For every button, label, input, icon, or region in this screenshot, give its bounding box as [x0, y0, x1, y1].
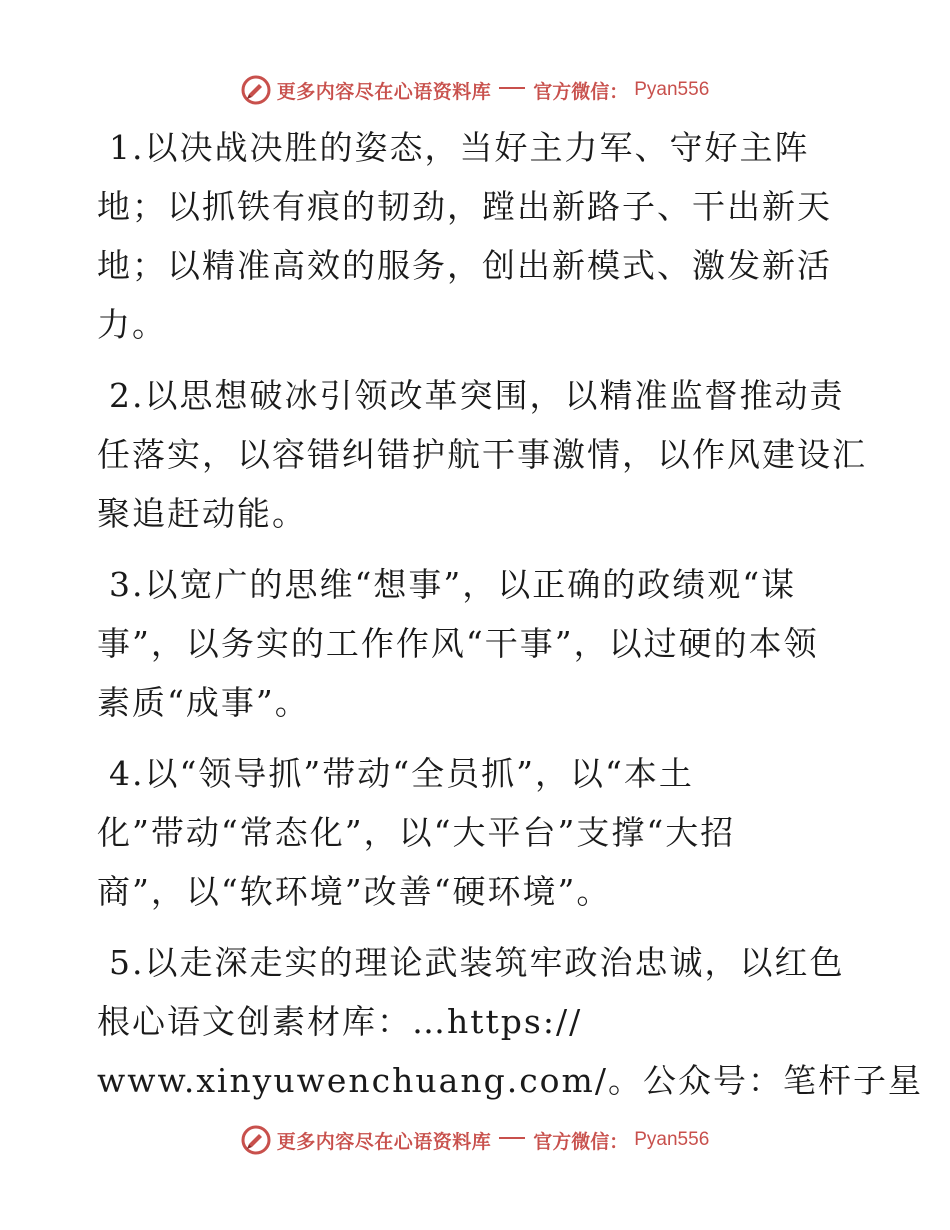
text-line: www.xinyuwenchuang.com/。公众号：笔杆子星	[97, 1061, 923, 1100]
paragraph-3	[97, 555, 857, 732]
paragraph-2	[97, 366, 867, 543]
text-line: 聚追赶动能。	[97, 494, 307, 533]
text-line: 地；以精准高效的服务，创出新模式、激发新活	[97, 246, 832, 285]
text-line: 5.以走深走实的理论武装筑牢政治忠诚，以红色	[109, 943, 845, 982]
paragraph-1	[97, 118, 857, 354]
banner-text: 更多内容尽在心语资料库	[276, 80, 492, 103]
text-line: 2.以思想破冰引领改革突围，以精准监督推动责	[109, 376, 845, 415]
text-line: 事”，以务实的工作作风“干事”，以过硬的本领	[97, 624, 819, 663]
text-line: 商”，以“软环境”改善“硬环境”。	[97, 872, 612, 911]
text-line: 地；以抓铁有痕的韧劲，蹚出新路子、干出新天	[97, 187, 832, 226]
header-watermark-banner	[0, 70, 950, 110]
text-line: 4.以“领导抓”带动“全员抓”，以“本土	[109, 754, 694, 793]
text-line: 素质“成事”。	[97, 683, 310, 722]
paragraph-5	[97, 933, 923, 1110]
text-line: 力。	[97, 305, 167, 344]
text-line: 化”带动“常态化”，以“大平台”支撑“大招	[97, 813, 736, 852]
banner-wechat-label: 官方微信：	[533, 80, 629, 103]
text-line: 任落实，以容错纠错护航干事激情，以作风建设汇	[97, 435, 867, 474]
footer-watermark-banner	[0, 1120, 950, 1160]
banner-text: 更多内容尽在心语资料库	[276, 1130, 492, 1153]
logo-icon	[241, 75, 271, 105]
document-body	[97, 118, 923, 1122]
banner-wechat-label: 官方微信：	[533, 1130, 629, 1153]
banner-wechat-id: Pyan556	[634, 1129, 710, 1150]
text-line: 根心语文创素材库：…https://	[97, 1002, 583, 1041]
text-line: 1.以决战决胜的姿态，当好主力军、守好主阵	[109, 128, 810, 167]
paragraph-4	[97, 744, 857, 921]
banner-wechat-id: Pyan556	[634, 79, 710, 100]
logo-icon	[241, 1125, 271, 1155]
text-line: 3.以宽广的思维“想事”，以正确的政绩观“谋	[109, 565, 797, 604]
banner-dash	[499, 1137, 525, 1139]
banner-dash	[499, 87, 525, 89]
